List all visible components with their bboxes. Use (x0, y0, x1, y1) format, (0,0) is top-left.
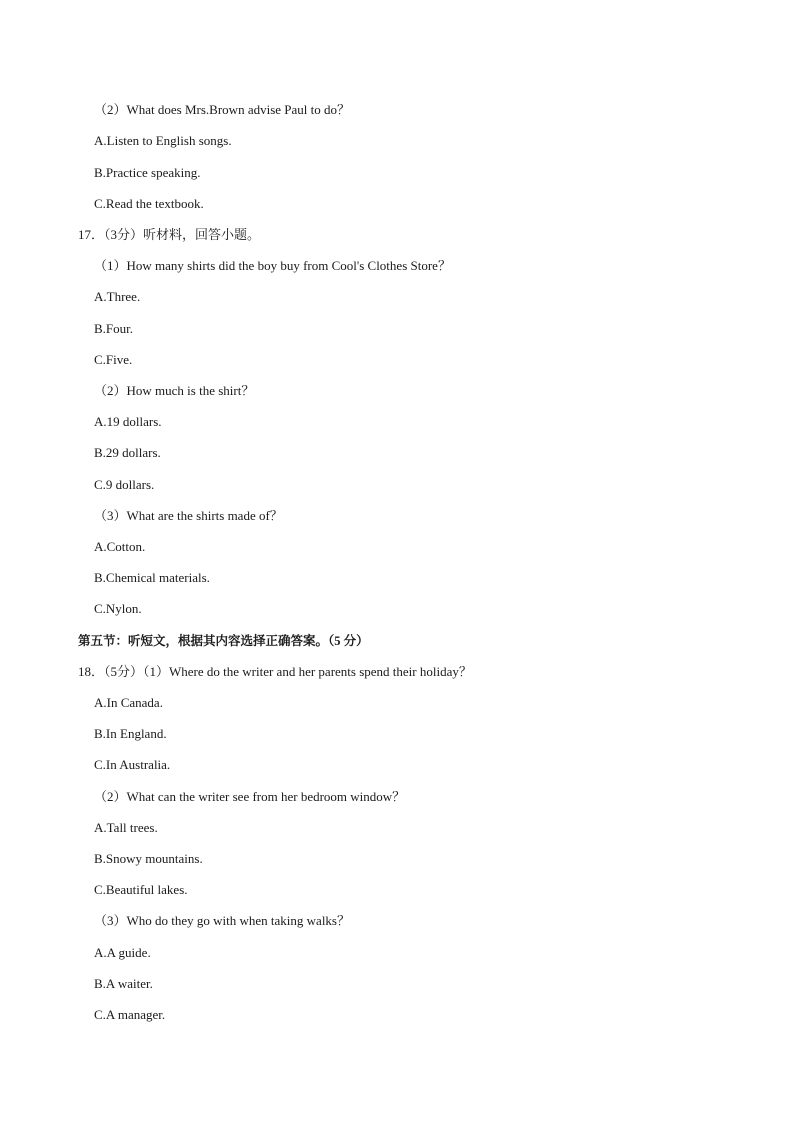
option-a: A.Cotton. (94, 539, 146, 554)
question-18-3: （3）Who do they go with when taking walks？ (94, 913, 350, 928)
option-b: B.29 dollars. (94, 445, 161, 460)
option-a: A.In Canada. (94, 695, 163, 710)
option-a: A.A guide. (94, 945, 151, 960)
option-a: A.Three. (94, 289, 141, 304)
option-c: C.A manager. (94, 1007, 166, 1022)
question-18-1: 18．（5分）（1）Where do the writer and her parents spend their holiday？ (78, 664, 472, 679)
question-16-2: （2）What does Mrs.Brown advise Paul to do？ (94, 102, 351, 117)
option-c: C.Five. (94, 352, 133, 367)
option-b: B.Practice speaking. (94, 165, 201, 180)
question-18-2: （2）What can the writer see from her bedroom window？ (94, 789, 406, 804)
question-17-3: （3）What are the shirts made of？ (94, 508, 283, 523)
option-b: B.In England. (94, 726, 167, 741)
question-17-heading: 17．（3分）听材料，回答小题。 (78, 227, 261, 242)
option-a: A.19 dollars. (94, 414, 162, 429)
option-b: B.Snowy mountains. (94, 851, 203, 866)
section-heading: 第五节：听短文，根据其内容选择正确答案。（5 分） (78, 634, 369, 648)
question-17-2: （2）How much is the shirt？ (94, 383, 255, 398)
option-a: A.Listen to English songs. (94, 133, 232, 148)
option-b: B.Chemical materials. (94, 570, 210, 585)
question-17-1: （1）How many shirts did the boy buy from Cool's Clothes Store？ (94, 258, 451, 273)
option-c: C.In Australia. (94, 757, 171, 772)
option-c: C.Read the textbook. (94, 196, 204, 211)
option-a: A.Tall trees. (94, 820, 158, 835)
option-b: B.Four. (94, 321, 134, 336)
option-b: B.A waiter. (94, 976, 153, 991)
option-c: C.Nylon. (94, 601, 142, 616)
option-c: C.Beautiful lakes. (94, 882, 188, 897)
option-c: C.9 dollars. (94, 477, 155, 492)
